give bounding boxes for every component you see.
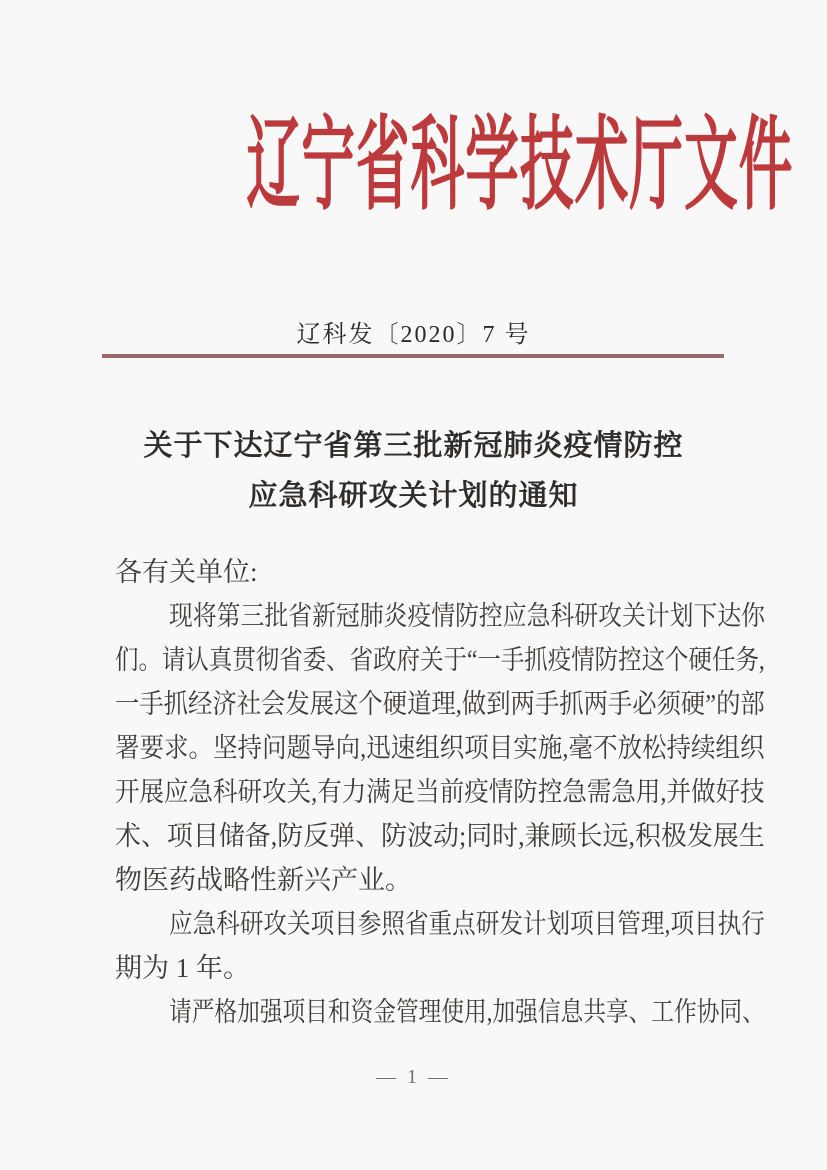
notice-title-line-1: 关于下达辽宁省第三批新冠肺炎疫情防控 [143, 430, 684, 462]
body-line: 现将第三批省新冠肺炎疫情防控应急科研攻关计划下达你 [169, 601, 765, 631]
body-line: 请严格加强项目和资金管理使用,加强信息共享、工作协同、 [169, 997, 765, 1027]
body-line: 署要求。坚持问题导向,迅速组织项目实施,毫不放松持续组织 [115, 733, 765, 763]
body-line: 期为 1 年。 [115, 953, 250, 983]
body-line: 一手抓经济社会发展这个硬道理,做到两手抓两手必须硬”的部 [115, 689, 765, 719]
salutation: 各有关单位: [115, 557, 258, 587]
letterhead-title: 辽宁省科学技术厅文件 [246, 110, 794, 223]
body-line: 物医药战略性新兴产业。 [115, 865, 412, 895]
notice-title-line-2: 应急科研攻关计划的通知 [248, 480, 579, 512]
body-line: 们。请认真贯彻省委、省政府关于“一手抓疫情防控这个硬任务, [115, 645, 765, 675]
body-line: 开展应急科研攻关,有力满足当前疫情防控急需急用,并做好技 [115, 777, 765, 807]
document-number: 辽科发〔2020〕7 号 [296, 322, 531, 348]
body-line: 术、项目储备,防反弹、防波动;同时,兼顾长远,积极发展生 [115, 821, 765, 851]
letterhead [0, 112, 827, 251]
body-line: 应急科研攻关项目参照省重点研发计划项目管理,项目执行 [169, 909, 765, 939]
notice-body [115, 550, 765, 1034]
red-divider-rule [102, 354, 724, 358]
notice-title [0, 421, 827, 521]
page-number: — 1 — [376, 1066, 451, 1088]
